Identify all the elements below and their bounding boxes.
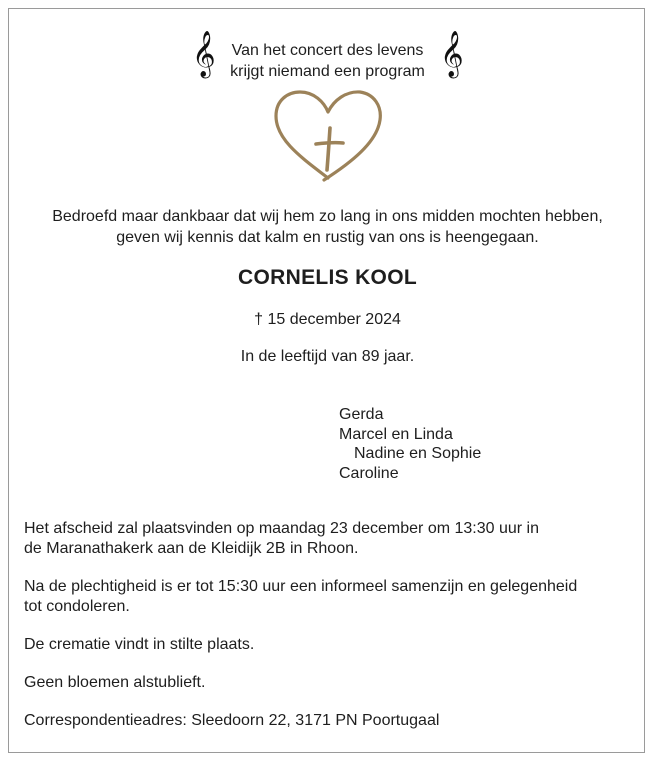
death-date: † 15 december 2024 [254, 311, 401, 328]
family-list [339, 405, 481, 483]
family-member: Marcel en Linda [339, 425, 453, 443]
family-member: Gerda [339, 406, 384, 423]
motto-line: Van het concert des levens [231, 42, 424, 59]
farewell-line: de Maranathakerk aan de Kleidijk 2B in Rhoon. [24, 540, 359, 557]
family-member: Caroline [339, 464, 399, 482]
family-member: Nadine en Sophie [354, 445, 482, 462]
intro-text [0, 206, 655, 248]
farewell-paragraph [24, 519, 639, 559]
treble-clef-icon: 𝄞 [440, 31, 464, 77]
gathering-line: Na de plechtigheid is er tot 15:30 uur een informeel samenzijn en gelegenheid [24, 578, 578, 595]
age-text: In de leeftijd van 89 jaar. [240, 348, 415, 365]
cremation-paragraph: De crematie vindt in stilte plaats. [24, 636, 255, 653]
motto-line: krijgt niemand een program [230, 63, 425, 80]
farewell-line: Het afscheid zal plaatsvinden op maandag 23 december om 13:30 uur in [24, 520, 539, 537]
intro-line: geven wij kennis dat kalm en rustig van ons is heengegaan. [116, 229, 539, 246]
motto [0, 40, 655, 82]
deceased-name: CORNELIS KOOL [238, 266, 417, 289]
gathering-line: tot condoleren. [24, 598, 130, 615]
gathering-paragraph [24, 577, 639, 617]
treble-clef-icon: 𝄞 [192, 31, 216, 77]
flowers-paragraph: Geen bloemen alstublieft. [24, 674, 206, 691]
heart-with-cross-icon [272, 88, 384, 182]
intro-line: Bedroefd maar dankbaar dat wij hem zo lang in ons midden mochten hebben, [52, 208, 603, 225]
address-paragraph: Correspondentieadres: Sleedoorn 22, 3171 PN Poortugaal [24, 712, 440, 729]
